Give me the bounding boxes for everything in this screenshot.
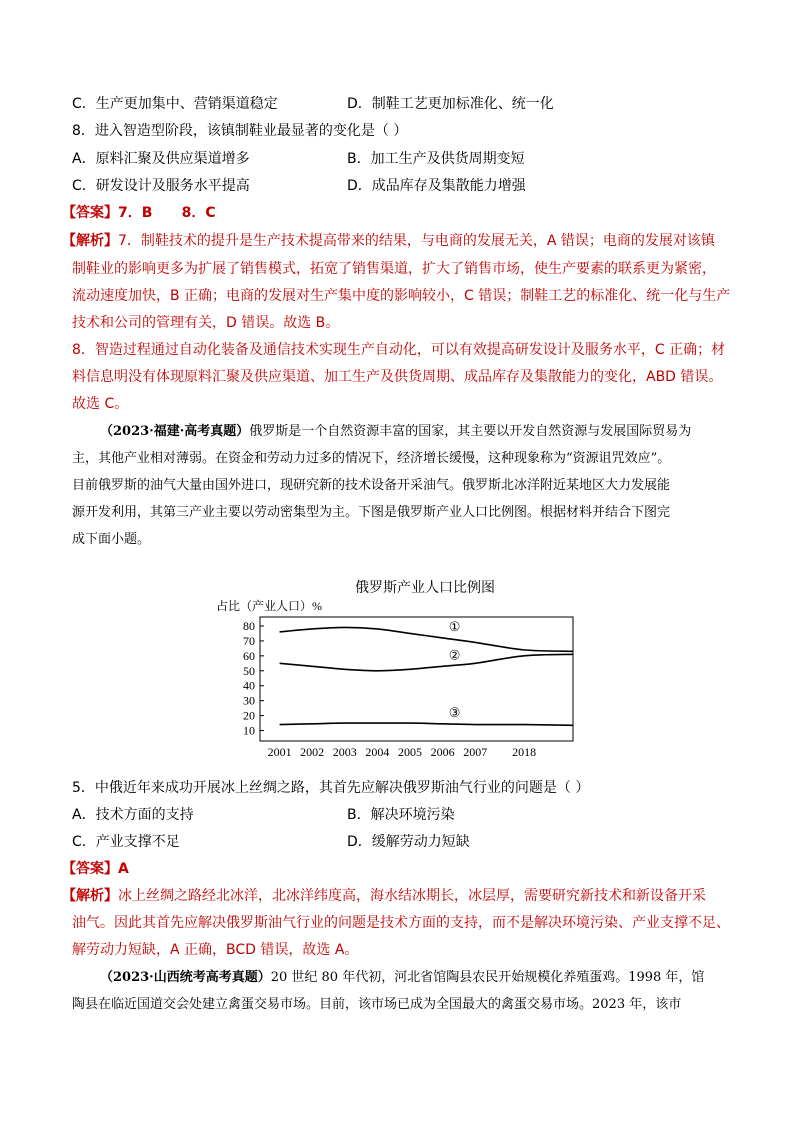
analysis-8-line-3: 故选 C。 xyxy=(72,396,129,412)
y-tick-label: 80 xyxy=(243,618,255,633)
option-8d: D．成品库存及集散能力增强 xyxy=(347,178,526,194)
analysis-5-line-1: 【解析】冰上丝绸之路经北冰洋，北冰洋纬度高，海水结冰期长，冰层厚，需要研究新技术和新设备开采 xyxy=(62,888,706,904)
chart-title: 俄罗斯产业人口比例图 xyxy=(355,581,495,596)
question-5-stem: 5．中俄近年来成功开展冰上丝绸之路，其首先应解决俄罗斯油气行业的问题是（ ） xyxy=(72,780,590,796)
chart-x-ticks xyxy=(268,745,537,759)
series-line xyxy=(280,654,573,670)
question-8-stem: 8．进入智造型阶段，该镇制鞋业最显著的变化是（ ） xyxy=(72,123,408,139)
option-8b: B．加工生产及供货周期变短 xyxy=(347,151,525,167)
answer-5-label: 【答案】 xyxy=(62,861,118,877)
series-label: ③ xyxy=(448,704,461,720)
x-tick-label: 2006 xyxy=(430,745,455,759)
x-tick-label: 2005 xyxy=(397,745,422,759)
y-tick-label: 60 xyxy=(243,648,255,663)
option-5a: A．技术方面的支持 xyxy=(72,807,194,823)
analysis-8-line-1: 8．智造过程通过自动化装备及通信技术实现生产自动化，可以有效提高研发设计及服务水平，C 正确；材 xyxy=(72,342,726,358)
option-7d: D．制鞋工艺更加标准化、统一化 xyxy=(347,96,554,112)
analysis-7-line-2: 制鞋业的影响更多为扩展了销售模式，拓宽了销售渠道，扩大了销售市场，使生产要素的联系更为紧密， xyxy=(72,261,716,277)
option-8a: A．原料汇聚及供应渠道增多 xyxy=(72,151,250,167)
passage-2-line-1: （2023·山西统考高考真题）20 世纪 80 年代初，河北省馆陶县农民开始规模化养殖蛋鸡。1998 年，馆 xyxy=(100,970,705,985)
analysis-8-line-2: 料信息明没有体现原料汇聚及供应渠道、加工生产及供货周期、成品库存及集散能力的变化，ABD 错误。 xyxy=(72,369,723,385)
passage-1-line-3: 目前俄罗斯的油气大量由国外进口，现研究新的技术设备开采油气。俄罗斯北冰洋附近某地区大力发展能 xyxy=(72,478,671,493)
series-label: ① xyxy=(448,618,461,634)
y-tick-label: 40 xyxy=(243,678,255,693)
option-5c: C．产业支撑不足 xyxy=(72,834,180,850)
x-tick-label: 2018 xyxy=(512,745,537,759)
x-tick-label: 2001 xyxy=(267,745,292,759)
analysis-7-line-3: 流动速度加快，B 正确；电商的发展对生产集中度的影响较小，C 错误；制鞋工艺的标准化、统一化与生产 xyxy=(72,288,731,304)
x-tick-label: 2007 xyxy=(463,745,488,759)
analysis-5-label: 【解析】 xyxy=(62,888,118,904)
option-5b: B．解决环境污染 xyxy=(347,807,455,823)
answer-5-text: A xyxy=(118,861,129,877)
analysis-label: 【解析】 xyxy=(62,233,118,249)
y-tick-label: 10 xyxy=(243,723,255,738)
analysis-7-line-4: 技术和公司的管理有关，D 错误。故选 B。 xyxy=(72,315,340,331)
x-tick-label: 2002 xyxy=(300,745,325,759)
option-5d: D．缓解劳动力短缺 xyxy=(347,834,470,850)
chart-svg xyxy=(200,572,600,764)
y-tick-label: 30 xyxy=(243,693,255,708)
answer-text: 7．B 8．C xyxy=(118,205,216,221)
x-tick-label: 2004 xyxy=(365,745,390,759)
analysis-7-line-1: 【解析】7．制鞋技术的提升是生产技术提高带来的结果，与电商的发展无关，A 错误；电商的发展对该镇 xyxy=(62,233,715,249)
series-label: ② xyxy=(448,647,461,663)
y-tick-label: 20 xyxy=(243,708,255,723)
passage-1-line-1: （2023·福建·高考真题）俄罗斯是一个自然资源丰富的国家，其主要以开发自然资源与发展国际贸易为 xyxy=(100,424,692,439)
chart-y-axis-label: 占比（产业人口）% xyxy=(216,599,322,613)
analysis-5-line-3: 解劳动力短缺，A 正确，BCD 错误，故选 A。 xyxy=(72,942,359,958)
passage-1-line-2: 主，其他产业相对薄弱。在资金和劳动力过多的情况下，经济增长缓慢，这种现象称为“资源诅咒效应”。 xyxy=(72,451,671,466)
option-8c: C．研发设计及服务水平提高 xyxy=(72,178,250,194)
passage-1-line-4: 源开发利用，其第三产业主要以劳动密集型为主。下图是俄罗斯产业人口比例图。根据材料并结合下图完 xyxy=(72,505,671,520)
answer-label: 【答案】 xyxy=(62,205,118,221)
passage-2-source: （2023·山西统考高考真题） xyxy=(100,970,271,985)
series-line xyxy=(280,627,573,651)
y-tick-label: 50 xyxy=(243,663,255,678)
series-line xyxy=(280,723,573,725)
answer-5 xyxy=(62,859,129,879)
y-tick-label: 70 xyxy=(243,633,255,648)
answer-7-8 xyxy=(62,203,216,223)
chart-series-lines xyxy=(280,619,573,725)
x-tick-label: 2003 xyxy=(332,745,357,759)
chart-y-ticks xyxy=(243,619,264,738)
passage-1-line-5: 成下面小题。 xyxy=(72,532,151,547)
population-chart xyxy=(200,572,600,764)
passage-2-line-2: 陶县在临近国道交会处建立禽蛋交易市场。目前，该市场已成为全国最大的禽蛋交易市场。2023 年，该市 xyxy=(72,997,682,1012)
analysis-5-line-2: 油气。因此其首先应解决俄罗斯油气行业的问题是技术方面的支持，而不是解决环境污染、产业支撑不足、 xyxy=(72,915,730,931)
passage-1-source: （2023·福建·高考真题） xyxy=(100,424,250,439)
option-7c: C．生产更加集中、营销渠道稳定 xyxy=(72,96,278,112)
